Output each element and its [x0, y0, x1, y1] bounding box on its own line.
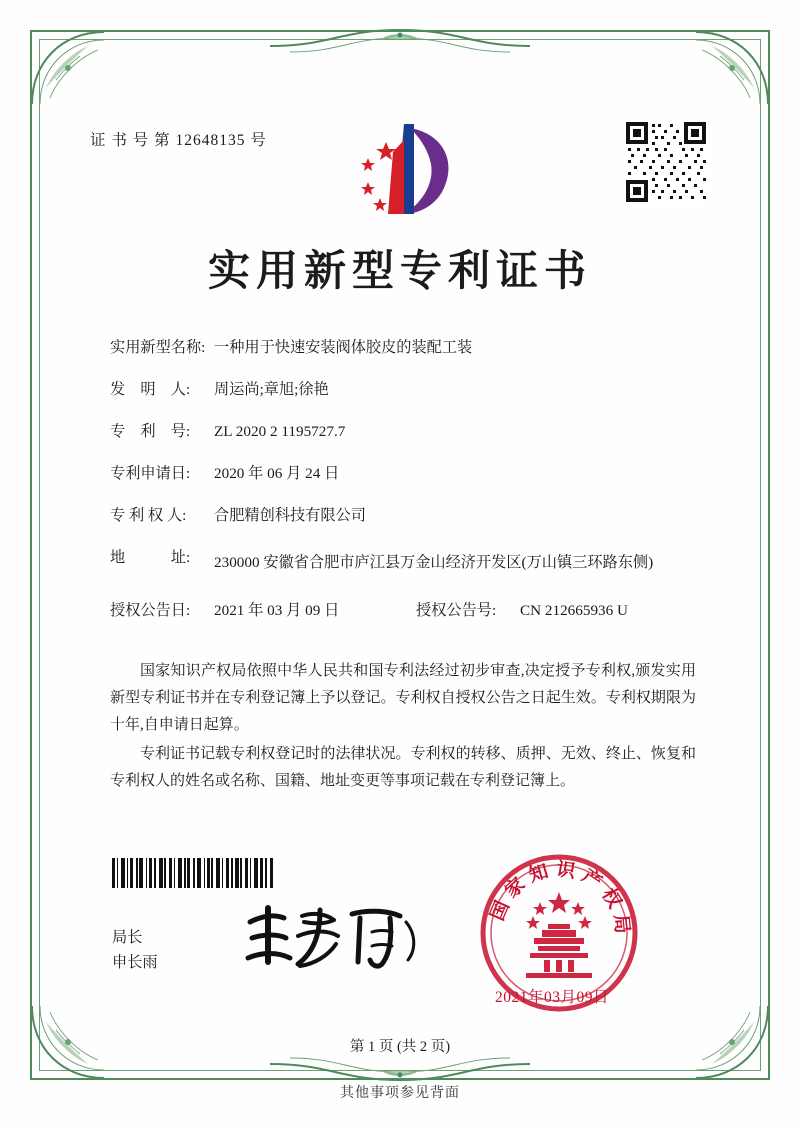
certificate-number: 证 书 号 第 12648135 号 [90, 132, 267, 149]
cnipa-logo-icon [352, 118, 458, 223]
field-label: 专 利 权 人: [110, 507, 187, 524]
field-patentee [110, 506, 710, 525]
barcode-icon [112, 858, 324, 888]
field-inventors [110, 380, 710, 399]
page-title: 实用新型专利证书 [207, 246, 592, 295]
field-application-date [110, 464, 710, 483]
legal-text [110, 658, 696, 797]
field-value: 230000 安徽省合肥市庐江县万金山经济开发区(万山镇三环路东侧) [214, 554, 654, 571]
qr-code-icon [624, 120, 708, 204]
handwritten-signature-icon [240, 900, 420, 974]
signature-role: 局长 [112, 929, 143, 946]
field-label: 专利申请日: [110, 465, 191, 482]
field-label: 地 址: [110, 549, 191, 566]
field-address [110, 548, 710, 578]
field-value: 2020 年 06 月 24 日 [214, 465, 340, 482]
seal-date: 2021年03月09日 [495, 989, 610, 1006]
signature-block [112, 925, 158, 975]
field-value: ZL 2020 2 1195727.7 [214, 423, 346, 440]
field-value: 合肥精创科技有限公司 [214, 507, 366, 524]
field-label: 专 利 号: [110, 423, 191, 440]
field-label: 实用新型名称: [110, 339, 206, 356]
paragraph-1: 国家知识产权局依照中华人民共和国专利法经过初步审查,决定授予专利权,颁发实用新型专利证书并在专利登记簿上予以登记。专利权自授权公告之日起生效。专利权期限为十年,自申请日起算。 [110, 663, 696, 733]
grant-number-value: CN 212665936 U [520, 602, 629, 619]
grant-number-label: 授权公告号: [416, 602, 497, 619]
field-grant-row [110, 601, 710, 620]
field-label: 发 明 人: [110, 381, 191, 398]
signature-name: 申长雨 [112, 954, 158, 971]
field-invention-name [110, 338, 710, 357]
paragraph-2: 专利证书记载专利权登记时的法律状况。专利权的转移、质押、无效、终止、恢复和专利权人的姓名或名称、国籍、地址变更等事项记载在专利登记簿上。 [110, 746, 696, 789]
page-number: 第 1 页 (共 2 页) [349, 1039, 451, 1055]
field-patent-number [110, 422, 710, 441]
grant-date-label: 授权公告日: [110, 602, 191, 619]
grant-date-value: 2021 年 03 月 09 日 [214, 602, 340, 619]
footer-note: 其他事项参见背面 [340, 1086, 460, 1101]
field-list [110, 338, 710, 630]
field-value: 一种用于快速安装阀体胶皮的装配工装 [214, 339, 473, 356]
svg-text:国家知识产权局: 国家知识产权局 [486, 857, 634, 941]
field-value: 周运尚;章旭;徐艳 [214, 381, 329, 398]
